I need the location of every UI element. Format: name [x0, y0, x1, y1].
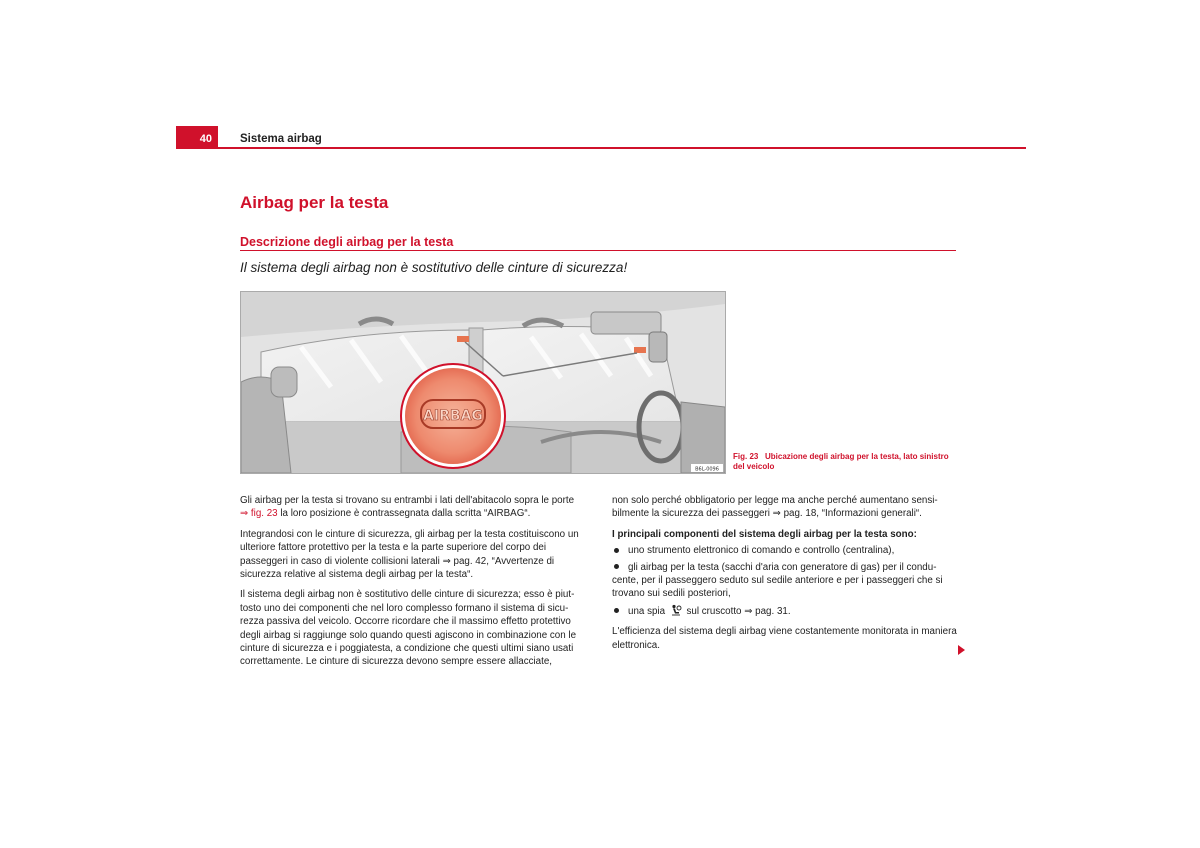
list-item-text: uno strumento elettronico di comando e controllo (centralina),	[628, 545, 895, 557]
list-item	[612, 544, 957, 557]
left-column	[240, 494, 585, 676]
figure-caption	[733, 452, 959, 472]
airbag-warning-light-icon	[670, 604, 682, 616]
list-item	[612, 604, 957, 618]
image-code: B6L-0096	[695, 466, 719, 473]
components-heading: I principali componenti del sistema degli airbag per la testa sono:	[612, 528, 917, 540]
paragraph-location-text: Gli airbag per la testa si trovano su entrambi i lati dell'abitacolo sopra le porte	[240, 495, 575, 506]
airbag-badge-label: AIRBAG	[423, 408, 483, 424]
figure-reference-link[interactable]: ⇒ fig. 23	[240, 508, 278, 520]
list-item-text: gli airbag per la testa (sacchi d'aria con generatore di gas) per il condu-cente, per il passeggero seduto sul sedile anteriore e per i passeggeri che si trovano sui sedili posteriori,	[612, 561, 943, 600]
subtitle-rule	[240, 250, 956, 251]
paragraph-location	[240, 494, 585, 521]
right-column	[612, 494, 957, 659]
section-title: Sistema airbag	[240, 133, 322, 145]
paragraph-monitoring: L'efficienza del sistema degli airbag viene costantemente monitorata in maniera elettronica.	[612, 626, 957, 651]
page-title: Airbag per la testa	[240, 193, 389, 212]
list-item	[612, 561, 957, 601]
section-subtitle: Descrizione degli airbag per la testa	[240, 235, 454, 249]
figure-number: Fig. 23	[733, 452, 759, 461]
car-interior-illustration	[241, 292, 725, 473]
paragraph-integration: Integrandosi con le cinture di sicurezza, gli airbag per la testa costituiscono un ulteriore fattore protettivo per la testa e la parte superiore del corpo dei passeggeri in caso di violente collisioni laterali ⇒ pag. 42, “Avvertenze di sicurezza relative al sistema degli airbag per la testa“.	[240, 528, 579, 581]
lead-warning: Il sistema degli airbag non è sostitutivo delle cinture di sicurezza!	[240, 260, 628, 275]
bullet-icon	[614, 548, 619, 553]
figure-caption-text: Ubicazione degli airbag per la testa, lato sinistro del veicolo	[733, 452, 949, 471]
continue-arrow-icon	[958, 645, 965, 655]
bullet-icon	[614, 608, 619, 613]
list-item-text-2: sul cruscotto ⇒ pag. 31.	[686, 605, 791, 617]
list-item-text: una spia	[628, 605, 666, 617]
paragraph-not-substitute: Il sistema degli airbag non è sostitutivo delle cinture di sicurezza; esso è piut-tosto uno dei componenti che nel loro complesso formano il sistema di sicu-rezza passiva del veicolo. Occorre ricordare che il massimo effetto protettivo degli airbag si raggiunge solo quando questi agiscono in combinazione con le cinture di sicurezza e i poggiatesta, a condizione che questi ultimi siano usati correttamente. Le cinture di sicurezza devono sempre essere allacciate,	[240, 589, 577, 668]
header-rule	[176, 147, 1026, 149]
bullet-icon	[614, 564, 619, 569]
airbag-location-figure	[240, 291, 726, 474]
page-number: 40	[199, 133, 212, 145]
paragraph-location-text-2: la loro posizione è contrassegnata dalla scritta “AIRBAG“.	[280, 508, 531, 520]
paragraph-continuation: non solo perché obbligatorio per legge ma anche perché aumentano sensi-bilmente la sicurezza dei passeggeri ⇒ pag. 18, “Informazioni generali“.	[612, 495, 938, 520]
